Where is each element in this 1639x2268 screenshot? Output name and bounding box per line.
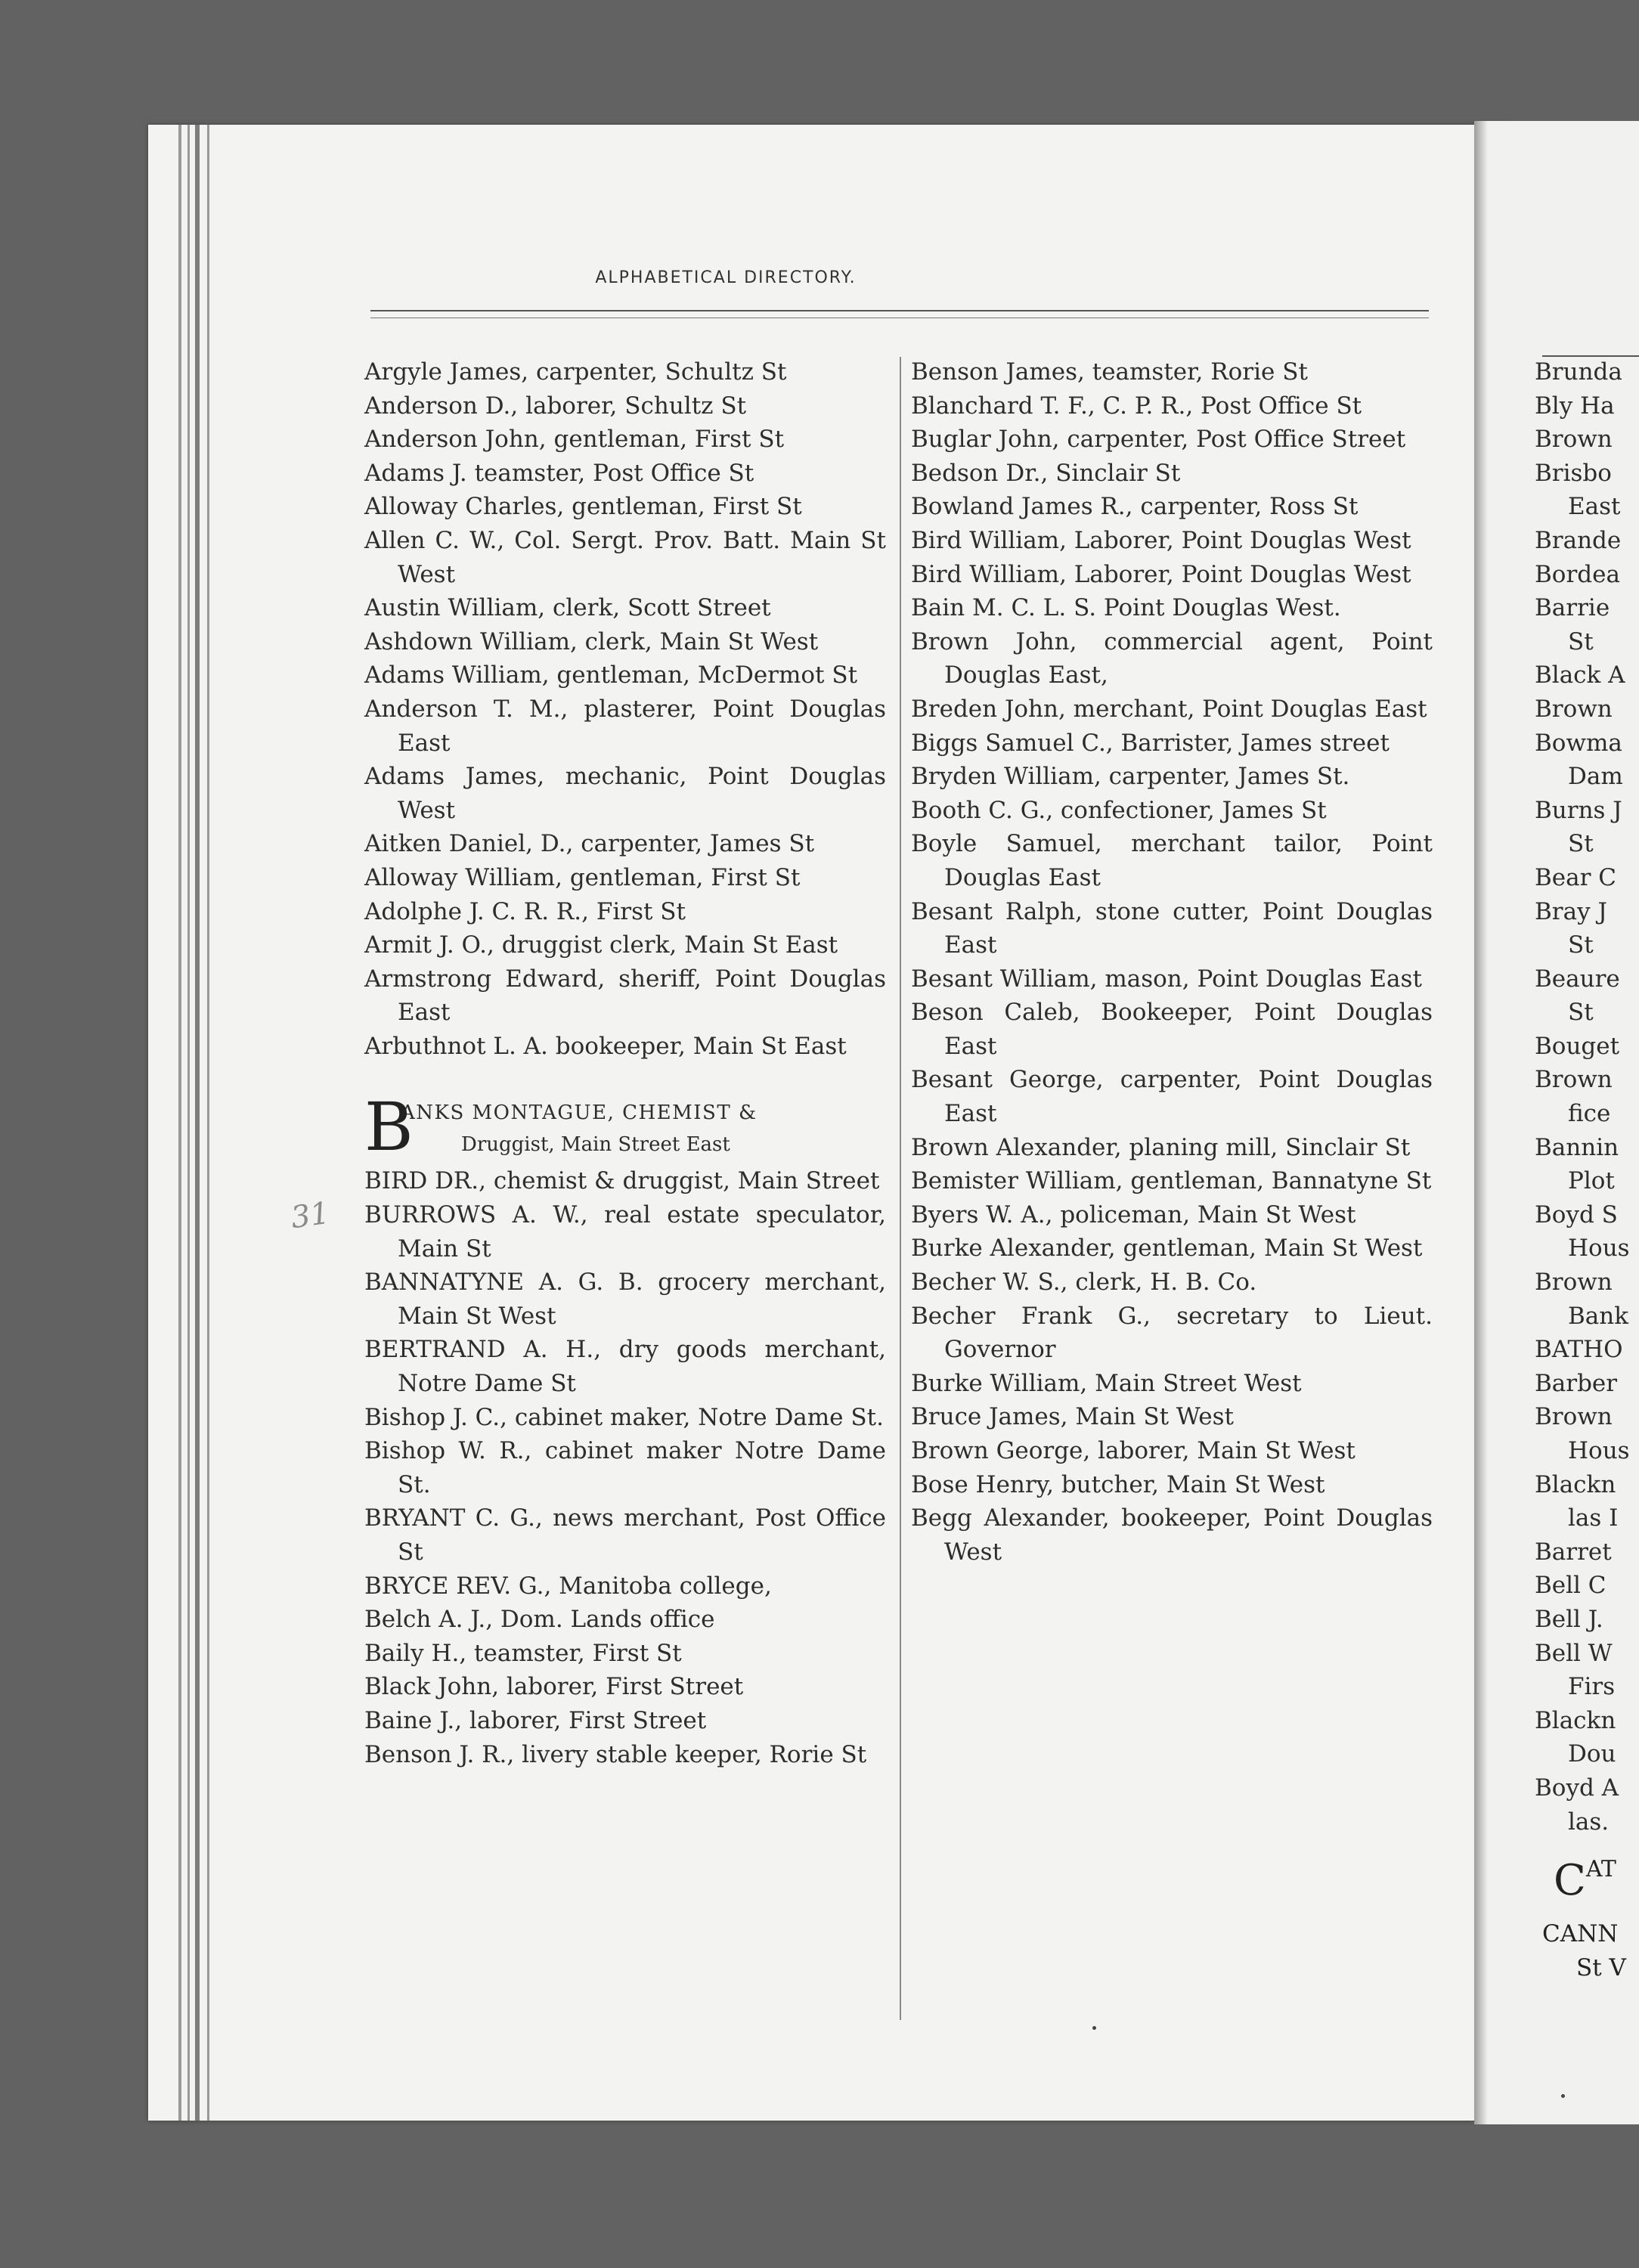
directory-entry: Bishop W. R., cabinet maker Notre Dame St. (364, 1437, 886, 1498)
margin-annotation: 31 (289, 1195, 332, 1236)
directory-entry: Benson James, teamster, Rorie St (911, 358, 1308, 386)
next-page-line: St V (1576, 1954, 1626, 1981)
directory-entry: Bemister William, gentleman, Bannatyne St (911, 1167, 1432, 1195)
right-entries (911, 355, 1433, 1569)
next-page-line: Bly Ha (1535, 392, 1615, 420)
next-page-line: fice (1568, 1100, 1611, 1128)
next-page-line: Black A (1535, 662, 1625, 689)
spine-line (195, 125, 200, 2121)
directory-entry: Bedson Dr., Sinclair St (911, 459, 1181, 487)
directory-entry: Bird William, Laborer, Point Douglas West (911, 560, 1411, 588)
directory-entry: Besant George, carpenter, Point Douglas East (911, 1066, 1433, 1128)
directory-entry: Anderson D., laborer, Schultz St (364, 392, 747, 420)
directory-entry: Besant William, mason, Point Douglas East (911, 965, 1422, 993)
directory-entry: Anderson T. M., plasterer, Point Douglas East (364, 695, 886, 757)
next-page-line: Brown (1535, 1403, 1613, 1431)
next-page-line: Brown (1535, 426, 1613, 454)
directory-entry: Adams William, gentleman, McDermot St (364, 662, 858, 689)
directory-entry: Booth C. G., confectioner, James St (911, 796, 1327, 824)
directory-entry: Alloway Charles, gentleman, First St (364, 493, 802, 521)
directory-entry: Baine J., laborer, First Street (364, 1706, 707, 1734)
directory-entry: Boyle Samuel, merchant tailor, Point Douglas East (911, 830, 1433, 891)
directory-entry: Begg Alexander, bookeeper, Point Douglas West (911, 1504, 1433, 1566)
spine-line (187, 125, 190, 2121)
directory-entry: Brown Alexander, planing mill, Sinclair St (911, 1133, 1411, 1161)
directory-entry: Bishop J. C., cabinet maker, Notre Dame St. (364, 1403, 884, 1431)
directory-entry: Bowland James R., carpenter, Ross St (911, 493, 1359, 521)
next-page-line: Firs (1568, 1673, 1616, 1701)
next-page-line: St (1568, 627, 1594, 655)
next-page-line: Beaure (1535, 965, 1620, 993)
print-speck (1561, 2094, 1565, 2098)
directory-entry: Ashdown William, clerk, Main St West (364, 627, 819, 655)
directory-entry: Adolphe J. C. R. R., First St (364, 897, 686, 925)
directory-entry: Bruce James, Main St West (911, 1403, 1234, 1431)
directory-entry: Benson J. R., livery stable keeper, Rorie St (364, 1740, 867, 1768)
next-page-dropcap: C (1554, 1856, 1586, 1905)
directory-entry: Arbuthnot L. A. bookeeper, Main St East (364, 1032, 847, 1060)
directory-entry: Blanchard T. F., C. P. R., Post Office St (911, 392, 1362, 420)
directory-entry: Burke Alexander, gentleman, Main St West (911, 1235, 1423, 1263)
next-page-line: Blackn (1535, 1706, 1616, 1734)
next-page-line: East (1568, 493, 1621, 521)
next-page-line: Bell W (1535, 1639, 1613, 1667)
page-header: ALPHABETICAL DIRECTORY. (595, 268, 857, 287)
directory-entry: Armstrong Edward, sheriff, Point Douglas East (364, 965, 886, 1027)
left-column (364, 355, 886, 1771)
directory-entry: Adams James, mechanic, Point Douglas West (364, 763, 886, 824)
next-page-line: Bank (1568, 1302, 1629, 1330)
next-page-line: Barrie (1535, 594, 1610, 622)
spine-line (207, 125, 209, 2121)
column-divider (900, 357, 901, 2020)
directory-entry: BRYANT C. G., news merchant, Post Office St (364, 1504, 886, 1566)
book-spine (148, 125, 221, 2121)
next-page-line: CANN (1542, 1920, 1619, 1947)
banks-line-1: ANKS MONTAGUE, CHEMIST & (401, 1101, 758, 1125)
next-page-line: Hous (1568, 1235, 1630, 1263)
directory-entry: Allen C. W., Col. Sergt. Prov. Batt. Main St West (364, 526, 886, 588)
next-page-line: Brande (1535, 526, 1622, 554)
next-page-line: Bowma (1535, 729, 1622, 757)
directory-entry: BERTRAND A. H., dry goods merchant, Notre Dame St (364, 1336, 886, 1398)
directory-entry: Austin William, clerk, Scott Street (364, 594, 771, 622)
next-page-line: Brown (1535, 1066, 1613, 1094)
directory-entry: Bryden William, carpenter, James St. (911, 763, 1350, 791)
directory-entry: Bain M. C. L. S. Point Douglas West. (911, 594, 1341, 622)
next-page-line: Bell C (1535, 1572, 1606, 1600)
next-page-line: Brown (1535, 695, 1613, 723)
next-page-entries (1535, 355, 1630, 1839)
directory-entry: BIRD DR., chemist & druggist, Main Street (364, 1167, 880, 1195)
next-page-line: Dam (1568, 763, 1623, 791)
directory-entry: Brown John, commercial agent, Point Douglas East, (911, 627, 1433, 689)
banks-advert (364, 1088, 886, 1167)
directory-entry: Alloway William, gentleman, First St (364, 863, 801, 891)
directory-entry: Burke William, Main Street West (911, 1369, 1302, 1397)
next-page-line: Brunda (1535, 358, 1622, 386)
directory-entry: BURROWS A. W., real estate speculator, Main St (364, 1201, 886, 1263)
next-page-line: las I (1568, 1504, 1619, 1532)
next-page-line: Dou (1568, 1740, 1616, 1768)
print-speck (1092, 2026, 1096, 2030)
spine-line (178, 125, 181, 2121)
directory-entry: Breden John, merchant, Point Douglas East (911, 695, 1427, 723)
next-page-line: Bordea (1535, 560, 1620, 588)
left-entries-a (364, 355, 886, 1063)
next-page-line: Boyd S (1535, 1201, 1618, 1228)
next-page-heading (1554, 1856, 1616, 1905)
directory-entry: Brown George, laborer, Main St West (911, 1437, 1356, 1464)
directory-entry: Besant Ralph, stone cutter, Point Douglas East (911, 897, 1433, 959)
directory-entry: Bose Henry, butcher, Main St West (911, 1470, 1325, 1498)
directory-entry: BANNATYNE A. G. B. grocery merchant, Main St West (364, 1269, 886, 1330)
right-column (911, 355, 1433, 1569)
directory-entry: Anderson John, gentleman, First St (364, 426, 785, 454)
next-page-line: las. (1568, 1808, 1610, 1836)
next-page-line: Burns J (1535, 796, 1622, 824)
directory-entry: Biggs Samuel C., Barrister, James street (911, 729, 1390, 757)
directory-entry: Belch A. J., Dom. Lands office (364, 1606, 715, 1634)
directory-entry: Beson Caleb, Bookeeper, Point Douglas East (911, 999, 1433, 1060)
next-page-line: Hous (1568, 1437, 1630, 1464)
next-page-line: St (1568, 999, 1594, 1027)
next-page-line: Barber (1535, 1369, 1618, 1397)
next-page-line: Boyd A (1535, 1774, 1619, 1802)
directory-entry: Bird William, Laborer, Point Douglas West (911, 526, 1411, 554)
next-page-line: Bray J (1535, 897, 1607, 925)
directory-entry: BRYCE REV. G., Manitoba college, (364, 1572, 772, 1600)
next-page-line: Barret (1535, 1538, 1612, 1566)
left-entries-b (364, 1164, 886, 1771)
directory-entry: Armit J. O., druggist clerk, Main St East (364, 931, 838, 959)
directory-entry: Adams J. teamster, Post Office St (364, 459, 754, 487)
next-page-line: Bell J. (1535, 1605, 1603, 1633)
next-page-line: Plot (1568, 1167, 1615, 1195)
directory-entry: Becher W. S., clerk, H. B. Co. (911, 1269, 1257, 1297)
next-page-line: Bear C (1535, 863, 1617, 891)
next-page-line: Blackn (1535, 1470, 1616, 1498)
next-page-line: Brown (1535, 1269, 1613, 1297)
header-rule (370, 310, 1429, 311)
directory-entry: Byers W. A., policeman, Main St West (911, 1201, 1356, 1228)
directory-entry: Argyle James, carpenter, Schultz St (364, 358, 787, 386)
next-page-line: BATHO (1535, 1336, 1623, 1364)
drop-cap: B (364, 1088, 414, 1167)
next-page-heading-rest: AT (1585, 1856, 1616, 1882)
next-page-line: Bannin (1535, 1133, 1619, 1161)
directory-entry: Aitken Daniel, D., carpenter, James St (364, 830, 815, 858)
directory-entry: Becher Frank G., secretary to Lieut. Governor (911, 1302, 1433, 1364)
banks-line-2: Druggist, Main Street East (461, 1133, 730, 1157)
next-page-line: St (1568, 931, 1594, 959)
page-edge-shadow (1474, 121, 1488, 2124)
directory-entry: Baily H., teamster, First St (364, 1639, 682, 1667)
directory-entry: Buglar John, carpenter, Post Office Street (911, 426, 1406, 454)
directory-entry: Black John, laborer, First Street (364, 1673, 744, 1701)
next-page-line: Brisbo (1535, 459, 1612, 487)
next-page-line: St (1568, 830, 1594, 858)
next-page-line: Bouget (1535, 1032, 1620, 1060)
